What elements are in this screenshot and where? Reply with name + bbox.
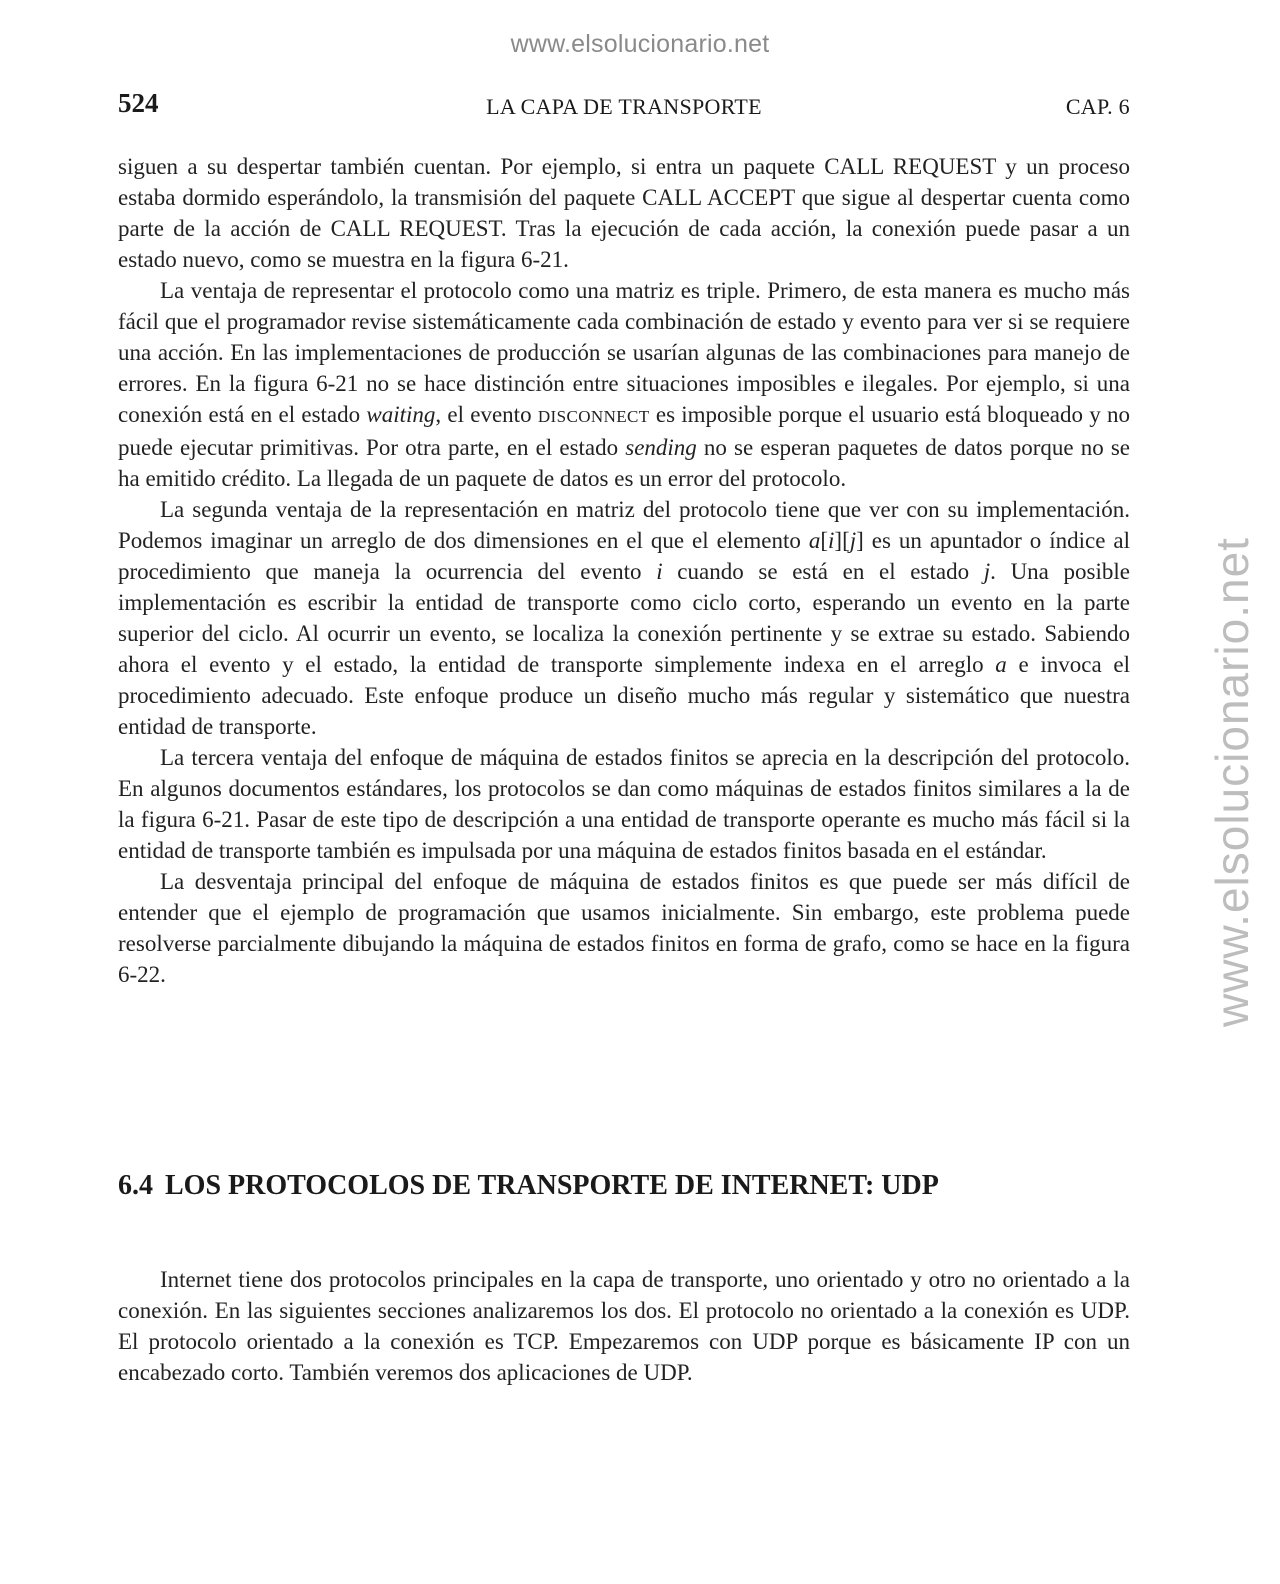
- paragraph-3-text-2: [: [820, 528, 829, 553]
- paragraph-3-italic-a: a: [808, 528, 821, 553]
- watermark-top: www.elsolucionario.net: [510, 30, 770, 58]
- paragraph-2: [118, 275, 1130, 494]
- section-body: [118, 1264, 1130, 1388]
- paragraph-2-italic-waiting: waiting: [366, 402, 436, 427]
- section-title: LOS PROTOCOLOS DE TRANSPORTE DE INTERNET: UDP: [165, 1170, 939, 1201]
- body-text: [118, 151, 1130, 990]
- chapter-title: LA CAPA DE TRANSPORTE: [486, 94, 762, 119]
- paragraph-3: [118, 494, 1130, 742]
- running-head: [118, 88, 1130, 128]
- paragraph-3-italic-event-i: i: [656, 559, 663, 584]
- paragraph-3-text-6: . Una posible implementación es escribir la entidad de transporte como ciclo corto, esperando un evento en la parte superior del ciclo. Al ocurrir un evento, se localiza la conexión pertinente y se extrae su estado. Sabiendo ahora el evento y el estado, la entidad de transporte simplemente indexa en el arreglo: [118, 559, 1130, 677]
- page-number: 524: [118, 88, 159, 118]
- chapter-label: CAP. 6: [1065, 94, 1130, 119]
- paragraph-3-italic-j: j: [849, 528, 857, 553]
- watermark-side: www.elsolucionario.net: [1206, 537, 1258, 1027]
- paragraph-5: La desventaja principal del enfoque de máquina de estados finitos es que puede ser más difícil de entender que el ejemplo de programación que usamos inicialmente. Sin embargo, este problema puede resolverse parcialmente dibujando la máquina de estados finitos en forma de grafo, como se hace en la figura 6-22.: [118, 869, 1130, 987]
- paragraph-3-text-1: La segunda ventaja de la representación en matriz del protocolo tiene que ver con su implementación. Podemos imaginar un arreglo de dos dimensiones en el que el elemento: [118, 497, 1130, 553]
- section-paragraph: Internet tiene dos protocolos principales en la capa de transporte, uno orientado y otro no orientado a la conexión. En las siguientes secciones analizaremos los dos. El protocolo no orientado a la conexión es UDP. El protocolo orientado a la conexión es TCP. Empezaremos con UDP porque es básicamente IP con un encabezado corto. También veremos dos aplicaciones de UDP.: [118, 1267, 1130, 1385]
- paragraph-2-text-4: no se esperan paquetes de datos porque no se ha emitido crédito. La llegada de un paquete de datos es un error del protocolo.: [118, 435, 1130, 491]
- section-heading: [118, 1170, 939, 1202]
- paragraph-2-text-2: , el evento: [435, 402, 538, 427]
- paragraph-2-text-3: es imposible porque el usuario está bloqueado y no puede ejecutar primitivas. Por otra parte, en el estado: [118, 402, 1130, 460]
- paragraph-2-smallcaps-disconnect: DISCONNECT: [537, 407, 650, 426]
- paragraph-3-text-5: cuando se está en el estado: [662, 559, 984, 584]
- paragraph-3-text-7: e invoca el procedimiento adecuado. Este enfoque produce un diseño mucho más regular y sistemático que nuestra entidad de transporte.: [118, 652, 1130, 739]
- paragraph-4: La tercera ventaja del enfoque de máquina de estados finitos se aprecia en la descripción del protocolo. En algunos documentos estándares, los protocolos se dan como máquinas de estados finitos similares a la de la figura 6-21. Pasar de este tipo de descripción a una entidad de transporte operante es mucho más fácil si la entidad de transporte también es impulsada por una máquina de estados finitos basada en el estándar.: [118, 745, 1130, 863]
- paragraph-3-italic-state-j: j: [983, 559, 991, 584]
- paragraph-3-italic-i: i: [828, 528, 835, 553]
- paragraph-3-text-3: ][: [834, 528, 850, 553]
- paragraph-1: siguen a su despertar también cuentan. Por ejemplo, si entra un paquete CALL REQUEST y un proceso estaba dormido esperándolo, la transmisión del paquete CALL ACCEPT que sigue al despertar cuenta como parte de la acción de CALL REQUEST. Tras la ejecución de cada acción, la conexión puede pasar a un estado nuevo, como se muestra en la figura 6-21.: [118, 154, 1130, 272]
- paragraph-2-italic-sending: sending: [625, 435, 697, 460]
- paragraph-3-text-4: ] es un apuntador o índice al procedimiento que maneja la ocurrencia del evento: [118, 528, 1130, 584]
- section-number: 6.4: [118, 1170, 153, 1201]
- paragraph-2-text-1: La ventaja de representar el protocolo como una matriz es triple. Primero, de esta manera es mucho más fácil que el programador revise sistemáticamente cada combinación de estado y evento para ver si se requiere una acción. En las implementaciones de producción se usarían algunas de las combinaciones para manejo de errores. En la figura 6-21 no se hace distinción entre situaciones imposibles e ilegales. Por ejemplo, si una conexión está en el estado: [118, 278, 1130, 427]
- paragraph-3-italic-array-a: a: [995, 652, 1007, 677]
